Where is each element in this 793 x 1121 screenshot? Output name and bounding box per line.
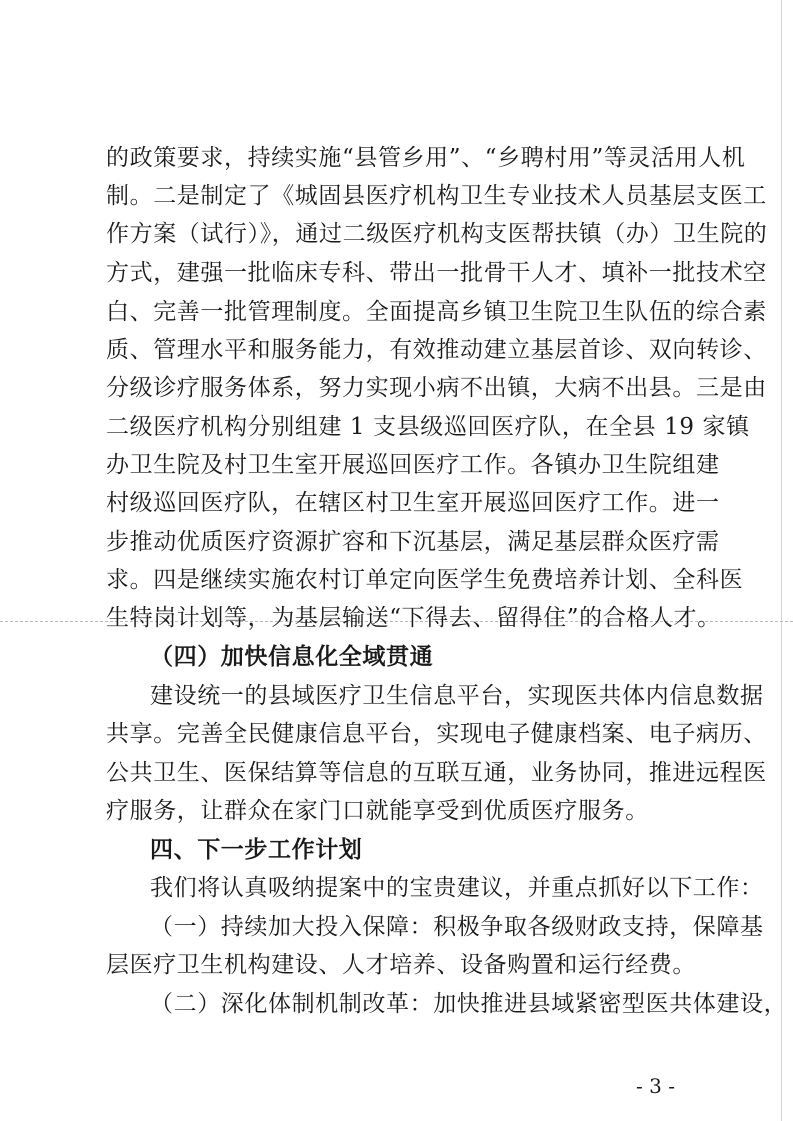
paragraph-line: 村级巡回医疗队，在辖区村卫生室开展巡回医疗工作。进一 xyxy=(106,490,720,516)
paragraph-line: （二）深化体制机制改革：加快推进县域紧密型医共体建设， xyxy=(150,991,788,1017)
paragraph-line: 共享。完善全民健康信息平台，实现电子健康档案、电子病历、 xyxy=(106,721,767,747)
section-heading: （四）加快信息化全域贯通 xyxy=(150,643,434,670)
paragraph-line: 求。四是继续实施农村订单定向医学生免费培养计划、全科医 xyxy=(106,567,744,593)
paragraph-line: 白、完善一批管理制度。全面提高乡镇卫生院卫生队伍的综合素 xyxy=(106,299,767,325)
paragraph-line: 层医疗卫生机构建设、人才培养、设备购置和运行经费。 xyxy=(106,952,696,978)
paragraph-line: 公共卫生、医保结算等信息的互联互通，业务协同，推进远程医 xyxy=(106,760,767,786)
paragraph-line: 方式，建强一批临床专科、带出一批骨干人才、填补一批技术空 xyxy=(106,260,767,286)
paragraph-line: 制。二是制定了《城固县医疗机构卫生专业技术人员基层支医工 xyxy=(106,183,767,209)
paragraph-line: 建设统一的县域医疗卫生信息平台，实现医共体内信息数据 xyxy=(150,683,764,709)
paragraph-line: 生特岗计划等，为基层输送“下得去、留得住”的合格人才。 xyxy=(106,605,721,631)
section-heading: 四、下一步工作计划 xyxy=(150,836,363,863)
paragraph-line: 二级医疗机构分别组建 1 支县级巡回医疗队，在全县 19 家镇 xyxy=(106,414,750,440)
paragraph-line: （一）持续加大投入保障：积极争取各级财政支持，保障基 xyxy=(150,914,764,940)
paragraph-line: 我们将认真吸纳提案中的宝贵建议，并重点抓好以下工作： xyxy=(150,875,764,901)
paragraph-line: 分级诊疗服务体系，努力实现小病不出镇，大病不出县。三是由 xyxy=(106,375,767,401)
paragraph-line: 办卫生院及村卫生室开展巡回医疗工作。各镇办卫生院组建 xyxy=(106,452,720,478)
page-edge xyxy=(781,0,782,1121)
paragraph-line: 的政策要求，持续实施“县管乡用”、“乡聘村用”等灵活用人机 xyxy=(106,145,746,171)
page-number: - 3 - xyxy=(636,1074,675,1098)
paragraph-line: 质、管理水平和服务能力，有效推动建立基层首诊、双向转诊、 xyxy=(106,337,767,363)
paragraph-line: 疗服务，让群众在家门口就能享受到优质医疗服务。 xyxy=(106,798,649,824)
paragraph-line: 作方案（试行）》，通过二级医疗机构支医帮扶镇（办）卫生院的 xyxy=(106,221,768,247)
paragraph-line: 步推动优质医疗资源扩容和下沉基层，满足基层群众医疗需 xyxy=(106,529,720,555)
